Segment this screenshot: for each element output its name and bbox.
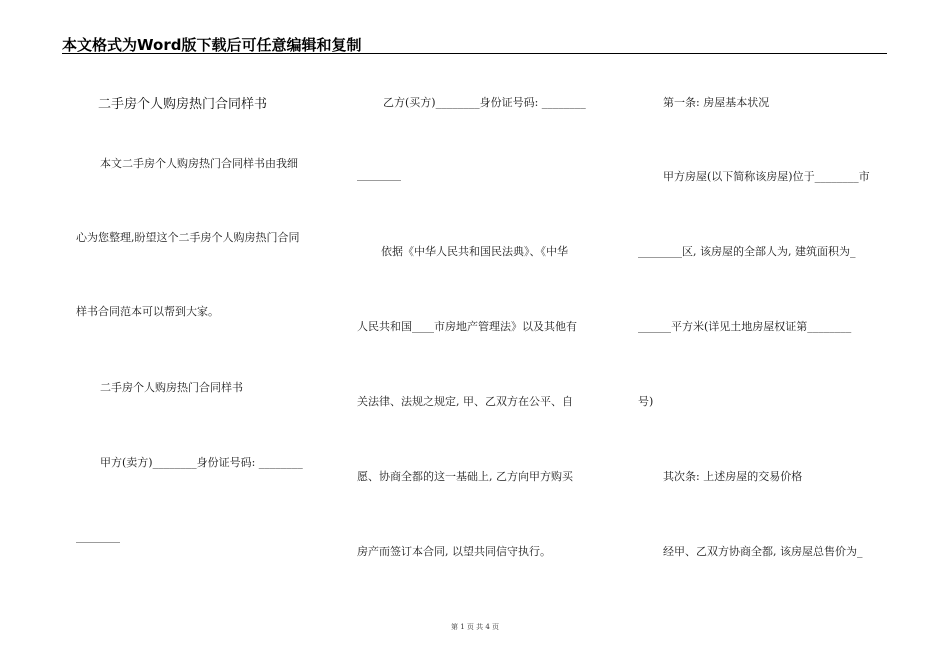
document-title: 二手房个人购房热门合同样书	[98, 97, 268, 112]
paragraph-line: 关法律、法规之规定, 甲、乙双方在公平、自	[357, 395, 573, 408]
paragraph-line: 依据《中华人民共和国民法典》、《中华	[381, 245, 568, 258]
paragraph-line: 乙方(买方)________身份证号码: ________	[383, 96, 586, 109]
paragraph-line: 房产而签订本合同, 以望共同信守执行。	[357, 545, 551, 558]
paragraph-line: 本文二手房个人购房热门合同样书由我细	[100, 157, 298, 170]
section-heading: 第一条: 房屋基本状况	[663, 96, 770, 109]
paragraph-line: ________	[357, 168, 401, 181]
paragraph-line: 经甲、乙双方协商全都, 该房屋总售价为_	[663, 545, 863, 558]
paragraph-line: ______平方米(详见土地房屋权证第________	[638, 320, 852, 333]
section-heading: 其次条: 上述房屋的交易价格	[663, 470, 803, 483]
paragraph-line: 甲方房屋(以下简称该房屋)位于________市	[663, 170, 870, 183]
paragraph-line: ________区, 该房屋的全部人为, 建筑面积为_	[638, 245, 856, 258]
paragraph-line: 样书合同范本可以帮到大家。	[76, 305, 219, 318]
paragraph-line: 号)	[638, 395, 654, 408]
paragraph-line: 人民共和国____市房地产管理法》以及其他有	[357, 320, 577, 333]
document-banner: 本文格式为Word版下载后可任意编辑和复制	[62, 36, 362, 54]
paragraph-line: ________	[76, 530, 120, 543]
paragraph-line: 愿、协商全都的这一基础上, 乙方向甲方购买	[357, 470, 573, 483]
paragraph-line: 甲方(卖方)________身份证号码: ________	[100, 456, 303, 469]
section-heading: 二手房个人购房热门合同样书	[100, 381, 243, 394]
paragraph-line: 心为您整理,盼望这个二手房个人购房热门合同	[76, 231, 300, 244]
header-divider	[62, 53, 887, 54]
page-number: 第 1 页 共 4 页	[450, 623, 500, 631]
